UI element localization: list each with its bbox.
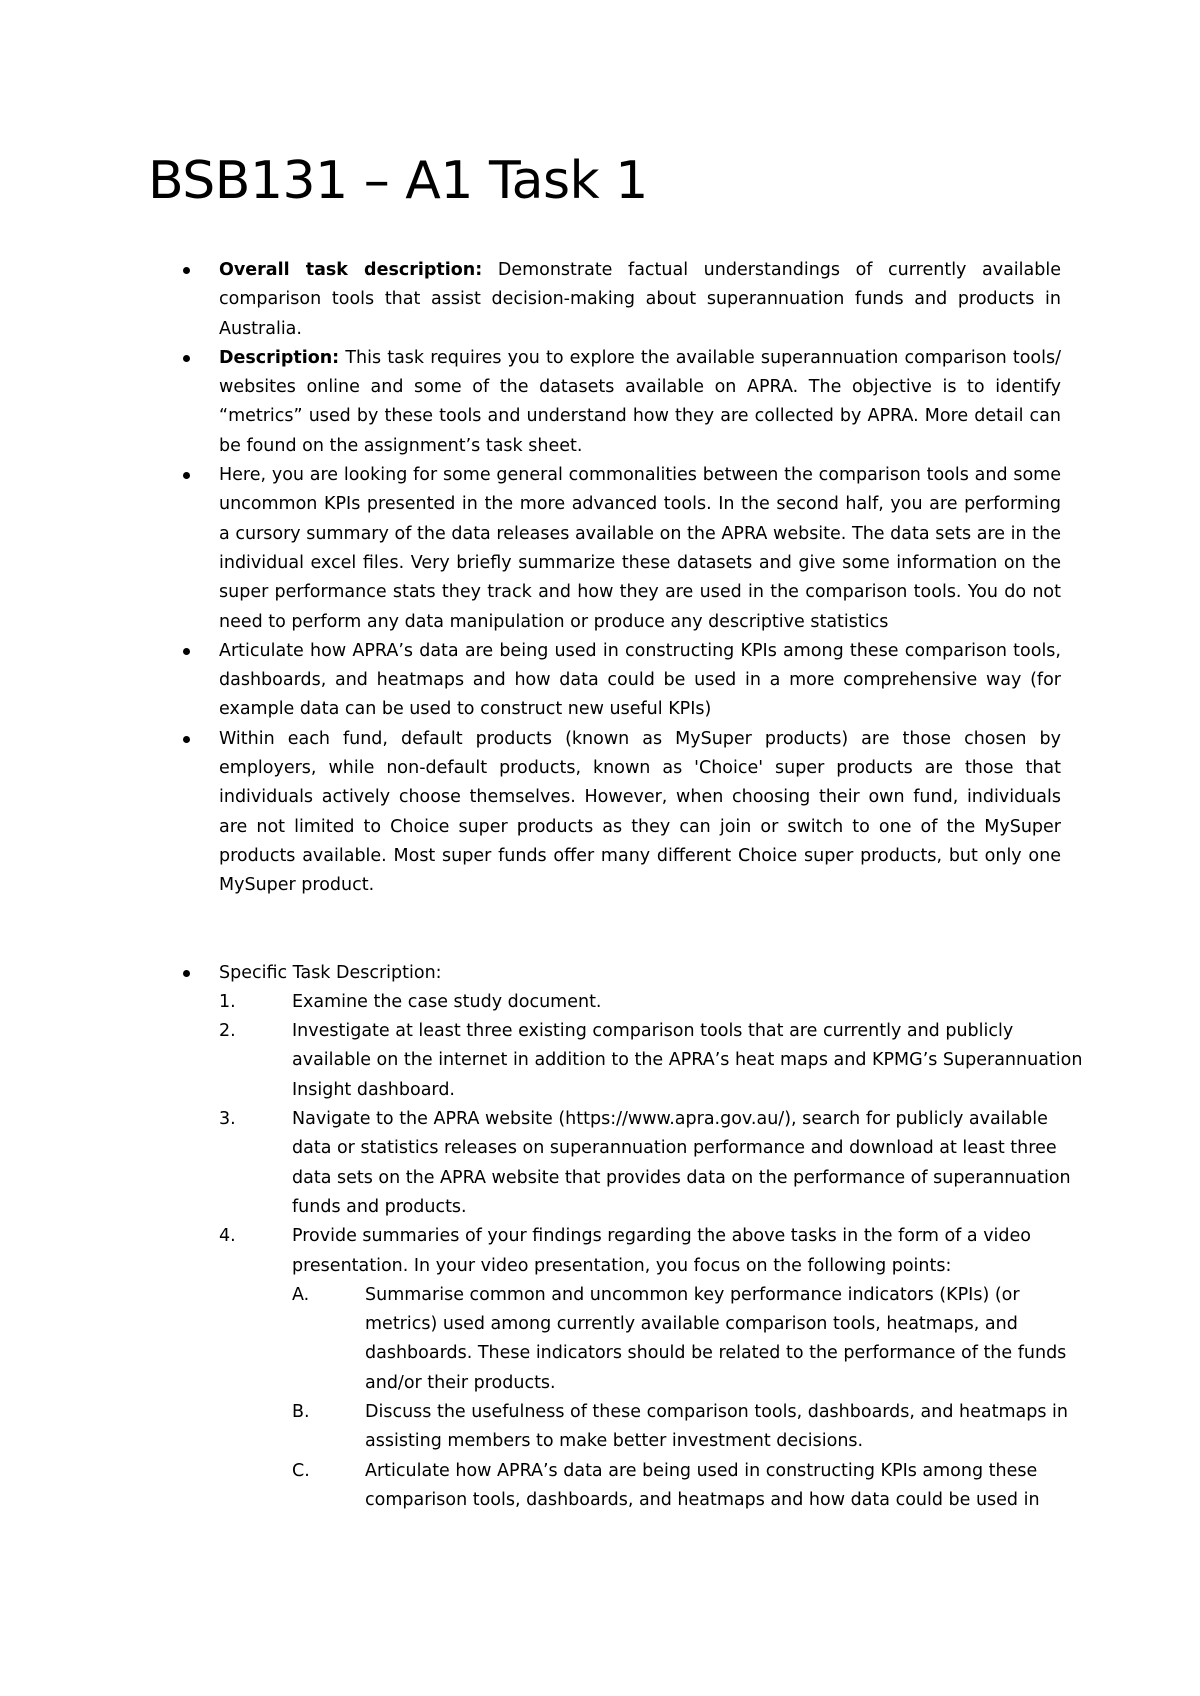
bullet-overall-task xyxy=(219,256,1061,344)
bullet-text: Here, you are looking for some general commonalities between the comparison tools and some uncommon KPIs presented in the more advanced tools. In the second half, you are performing a cursory summary of the data releases available on the APRA website. The data sets are in the individual excel files. Very briefly summarize these datasets and give some information on the super performance stats they track and how they are used in the comparison tools. You do not need to perform any data manipulation or produce any descriptive statistics xyxy=(219,465,1061,632)
step-text: Investigate at least three existing comparison tools that are currently and publicly available on the internet in addition to the APRA’s heat maps and KPMG’s Superannuation Insight dashboard. xyxy=(292,1021,1083,1100)
bullet-icon xyxy=(183,267,190,274)
point-item xyxy=(292,1398,1077,1457)
bullet-description xyxy=(219,344,1061,461)
step-number: 2. xyxy=(219,1021,236,1042)
bullet-mysuper xyxy=(219,725,1061,901)
step-number: 4. xyxy=(219,1226,236,1247)
step-number: 3. xyxy=(219,1109,236,1130)
bullet-text: Within each fund, default products (known as MySuper products) are those chosen by employers, while non-default products, known as 'Choice' super products are those that individuals actively choose themselves. However, when choosing their own fund, individuals are not limited to Choice super products as they can join or switch to one of the MySuper products available. Most super funds offer many different Choice super products, but only one MySuper product. xyxy=(219,728,1061,896)
bullet-specific-task xyxy=(219,959,1061,988)
bullet-icon xyxy=(183,355,190,362)
step-item xyxy=(219,1105,1092,1222)
point-text: Discuss the usefulness of these comparison tools, dashboards, and heatmaps in assisting members to make better investment decisions. xyxy=(365,1401,1068,1452)
specific-steps-list xyxy=(0,988,1200,1515)
point-text: Summarise common and uncommon key performance indicators (KPIs) (or metrics) used among currently available comparison tools, heatmaps, and dashboards. These indicators should be related to the performance of the funds and/or their products. xyxy=(365,1284,1067,1393)
point-item xyxy=(292,1281,1077,1398)
step-item xyxy=(219,1222,1092,1515)
bullet-icon xyxy=(183,472,190,479)
bullet-articulate xyxy=(219,637,1061,725)
document-title: BSB131 – A1 Task 1 xyxy=(148,151,648,211)
bullet-icon xyxy=(183,648,190,655)
bullet-icon xyxy=(183,736,190,743)
bullet-icon xyxy=(183,970,190,977)
step-item xyxy=(219,1017,1092,1105)
bullet-text: This task requires you to explore the available superannuation comparison tools/ websites online and some of the datasets available on APRA. The objective is to identify “metrics” used by these tools and understand how they are collected by APRA. More detail can be found on the assignment’s task sheet. xyxy=(219,347,1061,456)
bullet-commonalities xyxy=(219,461,1061,637)
presentation-points-list xyxy=(292,1281,1092,1515)
point-text: Articulate how APRA’s data are being used in constructing KPIs among these comparison tools, dashboards, and heatmaps and how data could be used in xyxy=(365,1460,1040,1510)
bullet-text: Articulate how APRA’s data are being used in constructing KPIs among these comparison tools, dashboards, and heatmaps and how data could be used in a more comprehensive way (for example data can be used to construct new useful KPIs) xyxy=(219,640,1061,720)
spacer xyxy=(0,901,1200,959)
bullet-lead: Overall task description: xyxy=(219,260,483,280)
step-text: Examine the case study document. xyxy=(292,991,602,1012)
step-text: Provide summaries of your findings regarding the above tasks in the form of a video presentation. In your video presentation, you focus on the following points: xyxy=(292,1226,1031,1276)
bullet-text: Demonstrate factual understandings of currently available comparison tools that assist decision-making about superannuation funds and products in Australia. xyxy=(219,260,1061,339)
specific-task-heading: Specific Task Description: xyxy=(219,962,442,983)
step-text: Navigate to the APRA website (https://www.apra.gov.au/), search for publicly available data or statistics releases on superannuation performance and download at least three data sets on the APRA website that provides data on the performance of superannuation funds and products. xyxy=(292,1109,1071,1217)
point-item xyxy=(292,1457,1077,1516)
step-number: 1. xyxy=(219,991,236,1012)
specific-steps-container xyxy=(0,988,1200,1515)
step-item xyxy=(219,988,1092,1017)
point-letter: C. xyxy=(292,1460,310,1481)
bullet-lead: Description: xyxy=(219,347,340,368)
task-bullet-list xyxy=(0,256,1200,1515)
point-letter: A. xyxy=(292,1284,310,1305)
point-letter: B. xyxy=(292,1401,310,1422)
